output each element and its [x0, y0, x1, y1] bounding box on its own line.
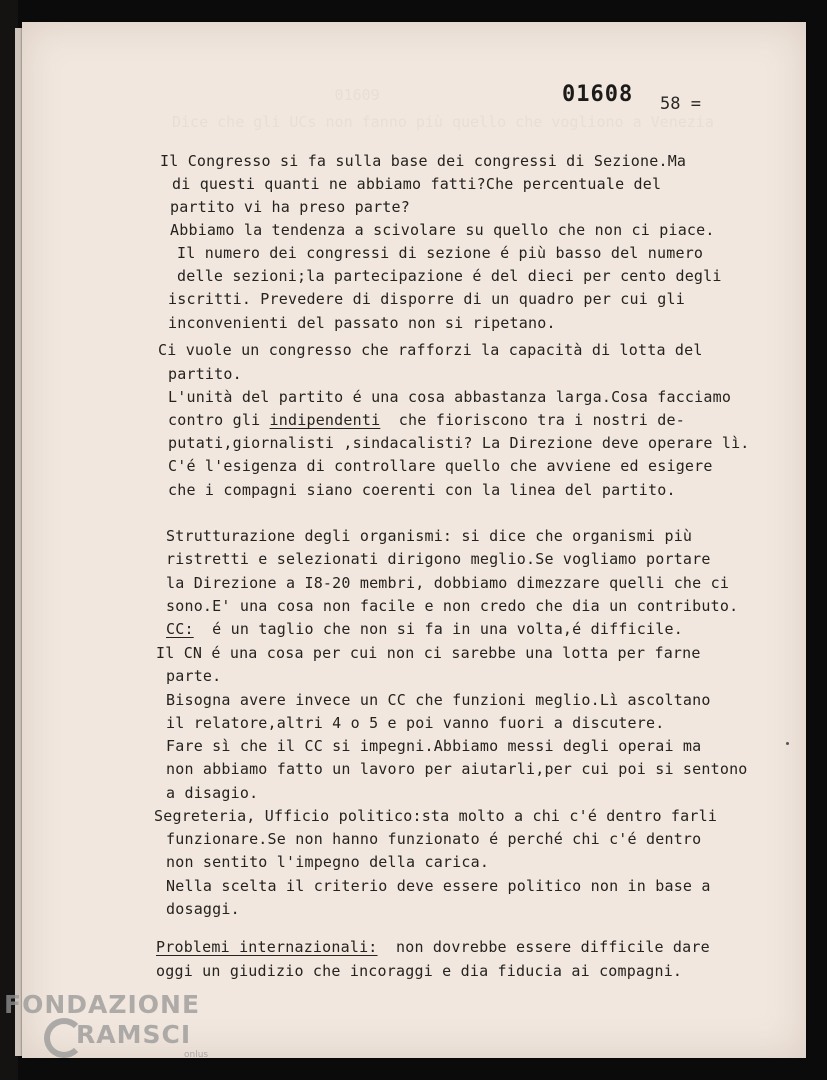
watermark-logo [4, 986, 209, 1070]
page-number: 58 = [660, 94, 701, 114]
underlined-heading: Problemi internazionali: [156, 938, 378, 956]
text-line: sono.E' una cosa non facile e non credo che dia un contributo. [166, 597, 739, 615]
typewritten-page [22, 22, 806, 1058]
text-line: a disagio. [166, 784, 259, 802]
text-line: partito. [168, 365, 242, 383]
text-line: L'unità del partito é una cosa abbastanza larga.Cosa facciamo [168, 388, 732, 406]
text-line: parte. [166, 667, 222, 685]
text-line: la Direzione a I8-20 membri, dobbiamo dimezzare quelli che ci [166, 574, 730, 592]
text-line: partito vi ha preso parte? [170, 198, 410, 216]
text-line: Ci vuole un congresso che rafforzi la capacità di lotta del [158, 341, 703, 359]
text-line [156, 938, 710, 956]
text-line: il relatore,altri 4 o 5 e poi vanno fuori a discutere. [166, 714, 665, 732]
text-line: di questi quanti ne abbiamo fatti?Che percentuale del [172, 175, 662, 193]
text-line: Fare sì che il CC si impegni.Abbiamo messi degli operai ma [166, 737, 702, 755]
text-line: inconvenienti del passato non si ripetano. [168, 314, 556, 332]
text-segment: non dovrebbe essere difficile dare [377, 938, 710, 956]
text-line: ristretti e selezionati dirigono meglio.Se vogliamo portare [166, 550, 711, 568]
watermark-suffix: onlus [184, 1050, 209, 1060]
text-segment: contro gli [168, 411, 270, 429]
text-line: delle sezioni;la partecipazione é del dieci per cento degli [177, 267, 722, 285]
text-line: funzionare.Se non hanno funzionato é perché chi c'é dentro [166, 830, 702, 848]
text-segment: che fioriscono tra i nostri de- [380, 411, 685, 429]
underlined-term: indipendenti [269, 411, 381, 429]
text-line: putati,giornalisti ,sindacalisti? La Direzione deve operare lì. [168, 434, 750, 452]
text-line: Strutturazione degli organismi: si dice che organismi più [166, 527, 693, 545]
text-line: Segreteria, Ufficio politico:sta molto a chi c'é dentro farli [154, 807, 718, 825]
text-line: Il CN é una cosa per cui non ci sarebbe una lotta per farne [156, 644, 701, 662]
text-line: C'é l'esigenza di controllare quello che avviene ed esigere [168, 457, 713, 475]
text-line: che i compagni siano coerenti con la linea del partito. [168, 481, 676, 499]
text-segment: é un taglio che non si fa in una volta,é difficile. [193, 620, 683, 638]
ink-speck [786, 742, 789, 745]
text-line: non abbiamo fatto un lavoro per aiutarli,per cui poi si sentono [166, 760, 748, 778]
text-line: Il numero dei congressi di sezione é più basso del numero [177, 244, 704, 262]
text-line: iscritti. Prevedere di disporre di un quadro per cui gli [168, 290, 685, 308]
text-line: dosaggi. [166, 900, 240, 918]
text-line: Il Congresso si fa sulla base dei congressi di Sezione.Ma [160, 152, 687, 170]
document-number: 01608 [562, 82, 634, 107]
text-line [166, 620, 683, 638]
watermark-line2: RAMSCI [76, 1020, 192, 1049]
text-line [168, 411, 685, 429]
watermark-line1: FONDAZIONE [4, 990, 201, 1019]
text-line: Bisogna avere invece un CC che funzioni meglio.Lì ascoltano [166, 691, 711, 709]
show-through-text: 01609 Dice che gli UCs non fanno più quello che vogliono a Venezia [172, 86, 714, 131]
text-line: Nella scelta il criterio deve essere politico non in base a [166, 877, 711, 895]
text-line: Abbiamo la tendenza a scivolare su quello che non ci piace. [170, 221, 715, 239]
text-line: non sentito l'impegno della carica. [166, 853, 490, 871]
underlined-term: CC: [166, 620, 194, 638]
text-line: oggi un giudizio che incoraggi e dia fiducia ai compagni. [156, 962, 683, 980]
